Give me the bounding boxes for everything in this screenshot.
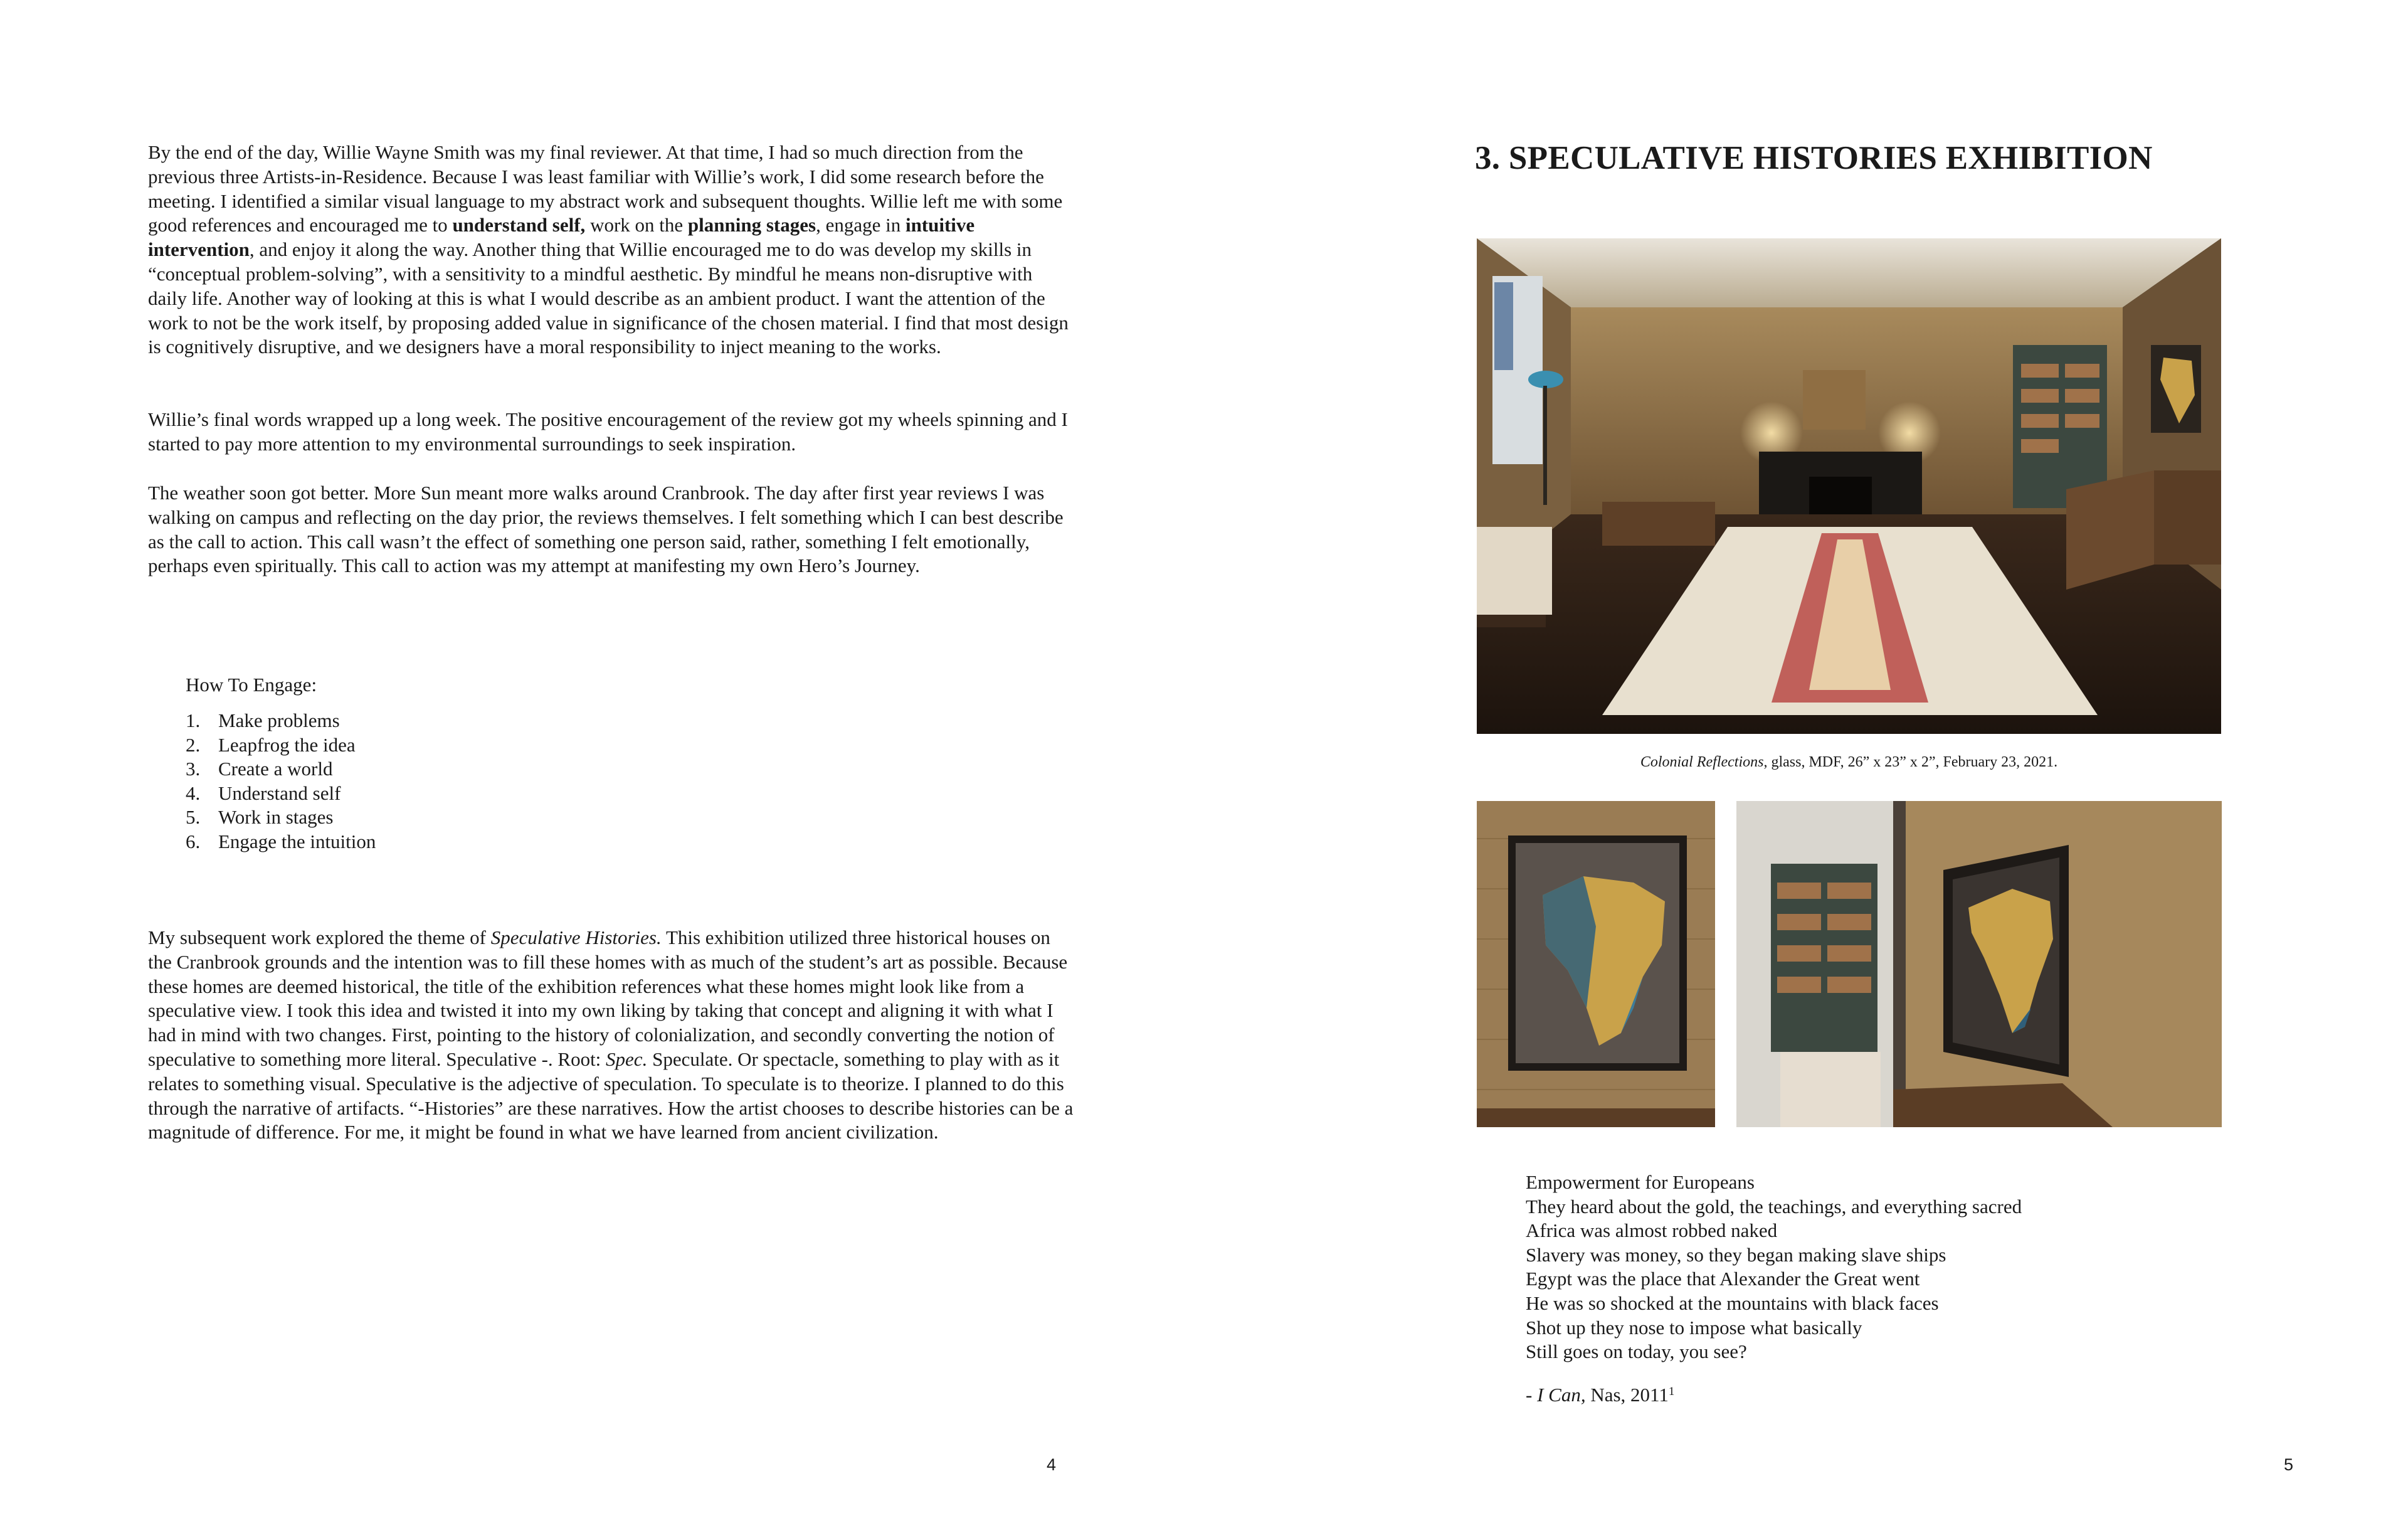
paragraph-review: By the end of the day, Willie Wayne Smith was my final reviewer. At that time, I had so much direction from the previous three Artists-in-Residence. Because I was least familiar with Willie’s work, I did some research before the meeting. I identified a similar visual language to my abstract work and subsequent thoughts. Willie left me with some good references and encouraged me to understand self, work on the planning stages, engage in intuitive intervention, and enjoy it along the way. Another thing that Willie encouraged me to do was develop my skills in “conceptual problem-solving”, with a sensitivity to a mindful aesthetic. By mindful he means non-disruptive with daily life. Another way of looking at this is what I would describe as an ambient product. I want the attention of the work to not be the work itself, by proposing added value in significance of the chosen material. I find that most design is cognitively disruptive, and we designers have a moral responsibility to inject meaning to the works.: [148, 141, 1069, 358]
list-item: 3. Create a world: [186, 758, 333, 780]
poem-line: Africa was almost robbed naked: [1526, 1219, 1778, 1242]
engage-heading: How To Engage:: [186, 674, 317, 696]
poem-line: Slavery was money, so they began making slave ships: [1526, 1243, 1946, 1266]
list-item: 1. Make problems: [186, 709, 340, 731]
list-item: 5. Work in stages: [186, 806, 334, 829]
photo-caption: Colonial Reflections, glass, MDF, 26” x 23” x 2”, February 23, 2021.: [1640, 754, 2058, 770]
artwork-title: Colonial Reflections: [1640, 754, 1764, 770]
page-number: 5: [2284, 1455, 2294, 1474]
exhibition-room-photo: [1477, 238, 2221, 734]
poem: [1526, 1170, 2022, 1364]
song-title: I Can,: [1537, 1384, 1586, 1406]
engage-list: [186, 709, 376, 854]
list-item: 6. Engage the intuition: [186, 830, 376, 852]
poem-line: He was so shocked at the mountains with black faces: [1526, 1292, 1939, 1314]
emphasis-planning-stages: planning stages: [687, 214, 816, 236]
poem-attribution: - I Can, Nas, 2011$^1$: [1526, 1384, 1675, 1406]
artwork-corner-illustration: [1736, 801, 2222, 1127]
poem-line: Egypt was the place that Alexander the Great went: [1526, 1268, 1920, 1290]
paragraph-call-to-action: The weather soon got better. More Sun meant more walks around Cranbrook. The day after first year reviews I was walking on campus and reflecting on the day prior, the reviews themselves. I felt something which I can best describe as the call to action. This call wasn’t the effect of something one person said, rather, something I felt emotionally, perhaps even spiritually. This call to action was my attempt at manifesting my own Hero’s Journey.: [148, 482, 1064, 577]
exhibition-room-illustration: [1477, 238, 2221, 734]
artwork-closeup-illustration: [1477, 801, 1715, 1127]
poem-line: They heard about the gold, the teachings, and everything sacred: [1526, 1195, 2022, 1217]
footnote-marker[interactable]: 1: [1668, 1385, 1675, 1398]
poem-line: Shot up they nose to impose what basically: [1526, 1316, 1862, 1339]
artwork-corner-photo: [1736, 801, 2222, 1127]
list-item: 2. Leapfrog the idea: [186, 733, 356, 756]
emphasis-intuitive-intervention: intuitive intervention: [148, 214, 975, 261]
paragraph-final-words: Willie’s final words wrapped up a long week. The positive encouragement of the review got my wheels spinning and I started to pay more attention to my environmental surroundings to seek inspiration.: [148, 408, 1068, 455]
emphasis-speculative-histories: Speculative Histories.: [490, 926, 662, 948]
artwork-closeup-photo: [1477, 801, 1715, 1127]
page-number: 4: [1047, 1455, 1057, 1474]
paragraph-speculative-histories: My subsequent work explored the theme of Speculative Histories. This exhibition utilized three historical houses on the Cranbrook grounds and the intention was to fill these homes with as much of the student’s art as possible. Because these homes are deemed historical, the title of the exhibition references what these homes might look like from a speculative view. I took this idea and twisted it into my own liking by taking that concept and aligning it with what I had in mind with two changes. First, pointing to the history of colonialization, and secondly converting the notion of speculative to something more literal. Speculative -. Root: Spec. Speculate. Or spectacle, something to play with as it relates to something visual. Speculative is the adjective of speculation. To speculate is to theorize. I planned to do this through the narrative of artifacts. “-Histories” are these narratives. How the artist chooses to describe histories can be a magnitude of difference. For me, it might be found in what we have learned from ancient civilization.: [148, 926, 1074, 1143]
poem-line: Empowerment for Europeans: [1526, 1171, 1755, 1193]
list-item: 4. Understand self: [186, 782, 341, 804]
right-page: [1204, 0, 2408, 1533]
section-title: 3. SPECULATIVE HISTORIES EXHIBITION: [1475, 140, 2153, 176]
poem-line: Still goes on today, you see?: [1526, 1340, 1747, 1363]
emphasis-spec: Spec.: [606, 1048, 648, 1070]
emphasis-understand-self: understand self,: [452, 214, 586, 236]
